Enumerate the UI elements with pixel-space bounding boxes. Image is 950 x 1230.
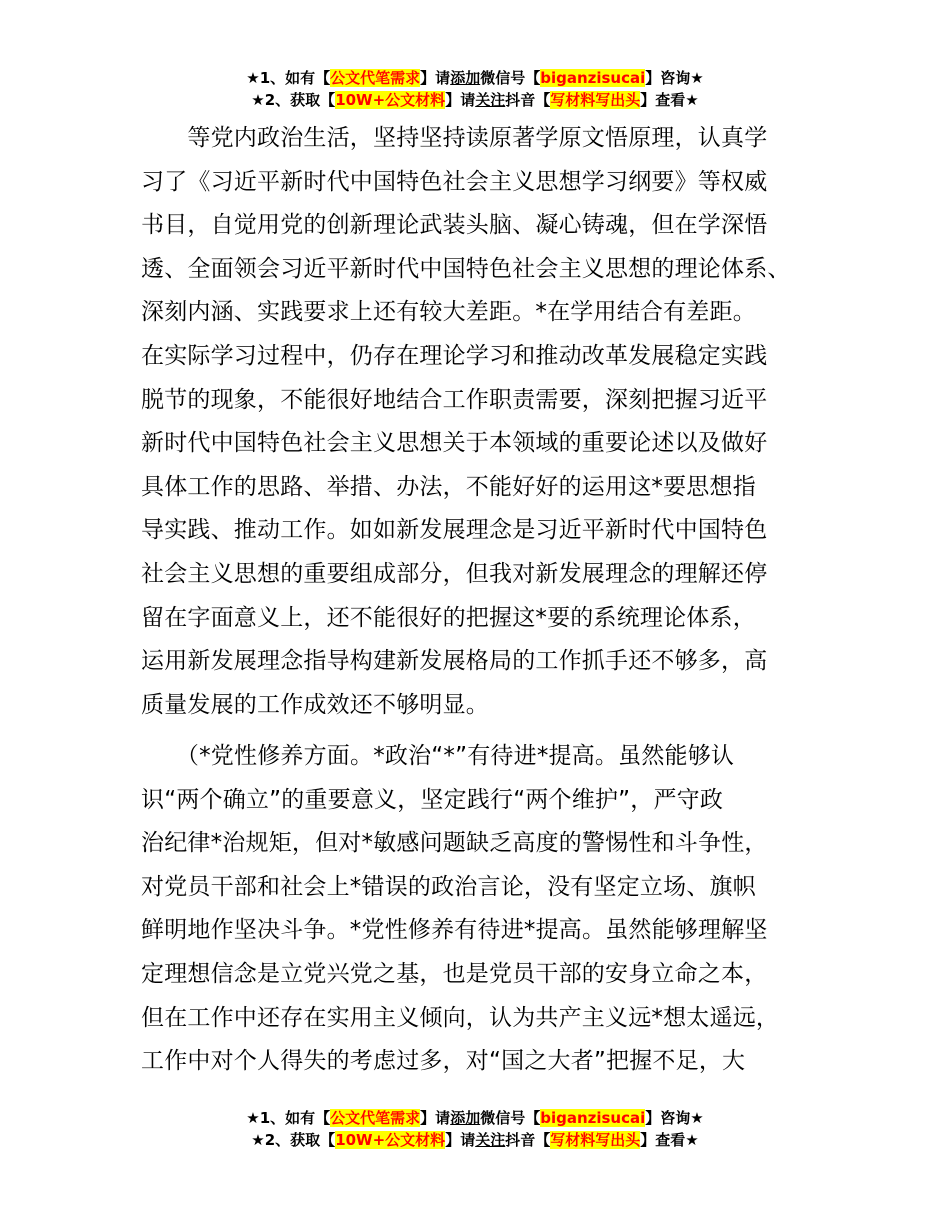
- banner-text: 】查看★: [640, 91, 699, 109]
- banner-douyin-id: 写材料写出头: [550, 91, 641, 109]
- banner-text: 】请: [420, 69, 451, 87]
- text-line: 质量发展的工作成效还不够明显。: [141, 691, 489, 718]
- banner-text: ★2、获取【: [251, 1131, 336, 1149]
- header-banner: [0, 67, 950, 111]
- banner-text: 】咨询★: [645, 1109, 704, 1127]
- text-line: 识“两个确立”的重要意义，坚定践行“两个维护”，严守政: [141, 786, 724, 813]
- banner-underlined: 添加: [450, 69, 481, 87]
- text-line: 等党内政治生活，坚持坚持读原著学原文悟原理，认真学: [141, 125, 768, 151]
- text-line: 治纪律*治规矩，但对*敏感问题缺乏高度的警惕性和斗争性，: [141, 830, 768, 857]
- banner-text: 】请: [445, 1131, 476, 1149]
- banner-text: 】请: [420, 1109, 451, 1127]
- banner-text: ★1、如有【: [246, 69, 331, 87]
- text-line: 导实践、推动工作。如如新发展理念是习近平新时代中国特色: [141, 517, 768, 544]
- banner-text: 微信号【: [480, 1109, 541, 1127]
- text-line: 留在字面意义上，还不能很好的把握这*要的系统理论体系，: [141, 604, 756, 631]
- banner-douyin-id: 写材料写出头: [550, 1131, 641, 1149]
- text-line: 但在工作中还存在实用主义倾向，认为共产主义远*想太遥远，: [141, 1004, 780, 1031]
- banner-underlined: 关注: [475, 1131, 506, 1149]
- banner-text: 抖音【: [505, 1131, 551, 1149]
- text-line: 运用新发展理念指导构建新发展格局的工作抓手还不够多，高: [141, 648, 768, 675]
- body-paragraph-1: [141, 117, 831, 727]
- banner-text: 】请: [445, 91, 476, 109]
- banner-line-2: [0, 1129, 950, 1151]
- banner-underlined: 添加: [450, 1109, 481, 1127]
- banner-wechat-id: biganzisucai: [540, 1109, 646, 1127]
- text-line: 社会主义思想的重要组成部分，但我对新发展理念的理解还停: [141, 560, 768, 587]
- banner-line-1: [0, 67, 950, 89]
- banner-text: ★1、如有【: [246, 1109, 331, 1127]
- text-line: 工作中对个人得失的考虑过多，对“国之大者”把握不足，大: [141, 1048, 746, 1075]
- text-line: 新时代中国特色社会主义思想关于本领域的重要论述以及做好: [141, 430, 768, 457]
- banner-text: 抖音【: [505, 91, 551, 109]
- banner-text: ★2、获取【: [251, 91, 336, 109]
- banner-highlight: 公文代笔需求: [330, 69, 421, 87]
- text-line: 具体工作的思路、举措、办法，不能好好的运用这*要思想指: [141, 473, 756, 500]
- text-line: 在实际学习过程中，仍存在理论学习和推动改革发展稳定实践: [141, 342, 768, 369]
- banner-highlight: 公文代笔需求: [330, 1109, 421, 1127]
- text-line: （*党性修养方面。*政治“*”有待进*提高。虽然能够认: [141, 743, 735, 769]
- text-line: 定理想信念是立党兴党之基，也是党员干部的安身立命之本，: [141, 960, 768, 987]
- banner-highlight: 10W+公文材料: [335, 1131, 446, 1149]
- banner-text: 】查看★: [640, 1131, 699, 1149]
- text-line: 对党员干部和社会上*错误的政治言论，没有坚定立场、旗帜: [141, 873, 756, 900]
- banner-highlight: 10W+公文材料: [335, 91, 446, 109]
- text-line: 习了《习近平新时代中国特色社会主义思想学习纲要》等权威: [141, 168, 768, 195]
- banner-line-2: [0, 89, 950, 111]
- banner-underlined: 关注: [475, 91, 506, 109]
- text-line: 透、全面领会习近平新时代中国特色社会主义思想的理论体系、: [141, 255, 791, 282]
- text-line: 鲜明地作坚决斗争。*党性修养有待进*提高。虽然能够理解坚: [141, 917, 768, 944]
- text-line: 书目，自觉用党的创新理论武装头脑、凝心铸魂，但在学深悟: [141, 212, 768, 239]
- banner-text: 】咨询★: [645, 69, 704, 87]
- banner-line-1: [0, 1107, 950, 1129]
- text-line: 脱节的现象，不能很好地结合工作职责需要，深刻把握习近平: [141, 386, 768, 413]
- body-paragraph-2: [141, 735, 831, 1084]
- text-line: 深刻内涵、实践要求上还有较大差距。*在学用结合有差距。: [141, 299, 756, 326]
- banner-wechat-id: biganzisucai: [540, 69, 646, 87]
- footer-banner: [0, 1107, 950, 1151]
- banner-text: 微信号【: [480, 69, 541, 87]
